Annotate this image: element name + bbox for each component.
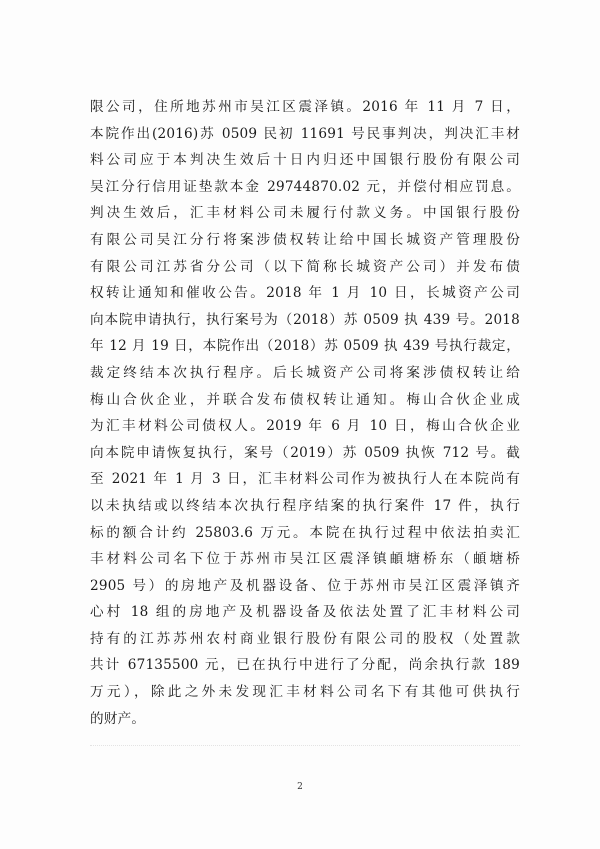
body-line: 料公司应于本判决生效后十日内归还中国银行股份有限公司: [90, 152, 520, 169]
body-line: 的财产。: [90, 710, 146, 727]
body-line: 有限公司吴江分行将案涉债权转让给中国长城资产管理股份: [90, 231, 520, 248]
body-line: 以未执结或以终结本次执行程序结案的执行案件 17 件，执行: [90, 497, 520, 514]
body-line: 丰材料公司名下位于苏州市吴江区震泽镇頔塘桥东（頔塘桥: [90, 551, 520, 568]
body-line: 吴江分行信用证垫款本金 29744870.02 元，并偿付相应罚息。: [90, 178, 520, 195]
body-line: 共计 67135500 元，已在执行中进行了分配，尚余执行款 189: [90, 657, 520, 674]
body-line: 裁定终结本次执行程序。后长城资产公司将案涉债权转让给: [90, 364, 520, 381]
body-line: 万元），除此之外未发现汇丰材料公司名下有其他可供执行: [90, 684, 520, 701]
body-line: 权转让通知和催收公告。2018 年 1 月 10 日，长城资产公司: [90, 285, 520, 302]
body-line: 向本院申请恢复执行，案号（2019）苏 0509 执恢 712 号。截: [90, 444, 520, 461]
body-line: 年 12 月 19 日，本院作出（2018）苏 0509 执 439 号执行裁定，: [90, 338, 520, 355]
body-line: 限公司，住所地苏州市吴江区震泽镇。2016 年 11 月 7 日，: [90, 99, 520, 115]
body-line: 持有的江苏苏州农村商业银行股份有限公司的股权（处置款: [90, 630, 520, 647]
body-line: 心村 18 组的房地产及机器设备及依法处置了汇丰材料公司: [90, 604, 520, 621]
scan-artifact-line: [90, 745, 520, 747]
body-line: 有限公司江苏省分公司（以下简称长城资产公司）并发布债: [90, 258, 520, 275]
body-line: 向本院申请执行，执行案号为（2018）苏 0509 执 439 号。2018: [90, 311, 520, 328]
body-line: 本院作出(2016)苏 0509 民初 11691 号民事判决，判决汇丰材: [90, 125, 520, 142]
body-line: 2905 号）的房地产及机器设备、位于苏州市吴江区震泽镇齐: [90, 577, 520, 594]
body-line: 梅山合伙企业，并联合发布债权转让通知。梅山合伙企业成: [90, 391, 520, 408]
body-line: 判决生效后，汇丰材料公司未履行付款义务。中国银行股份: [90, 205, 520, 222]
body-line: 标的额合计约 25803.6 万元。本院在执行过程中依法拍卖汇: [90, 524, 520, 541]
document-body: [90, 94, 520, 732]
body-line: 至 2021 年 1 月 3 日，汇丰材料公司作为被执行人在本院尚有: [90, 471, 520, 488]
body-line: 为汇丰材料公司债权人。2019 年 6 月 10 日，梅山合伙企业: [90, 418, 520, 435]
page-number: 2: [297, 782, 303, 792]
